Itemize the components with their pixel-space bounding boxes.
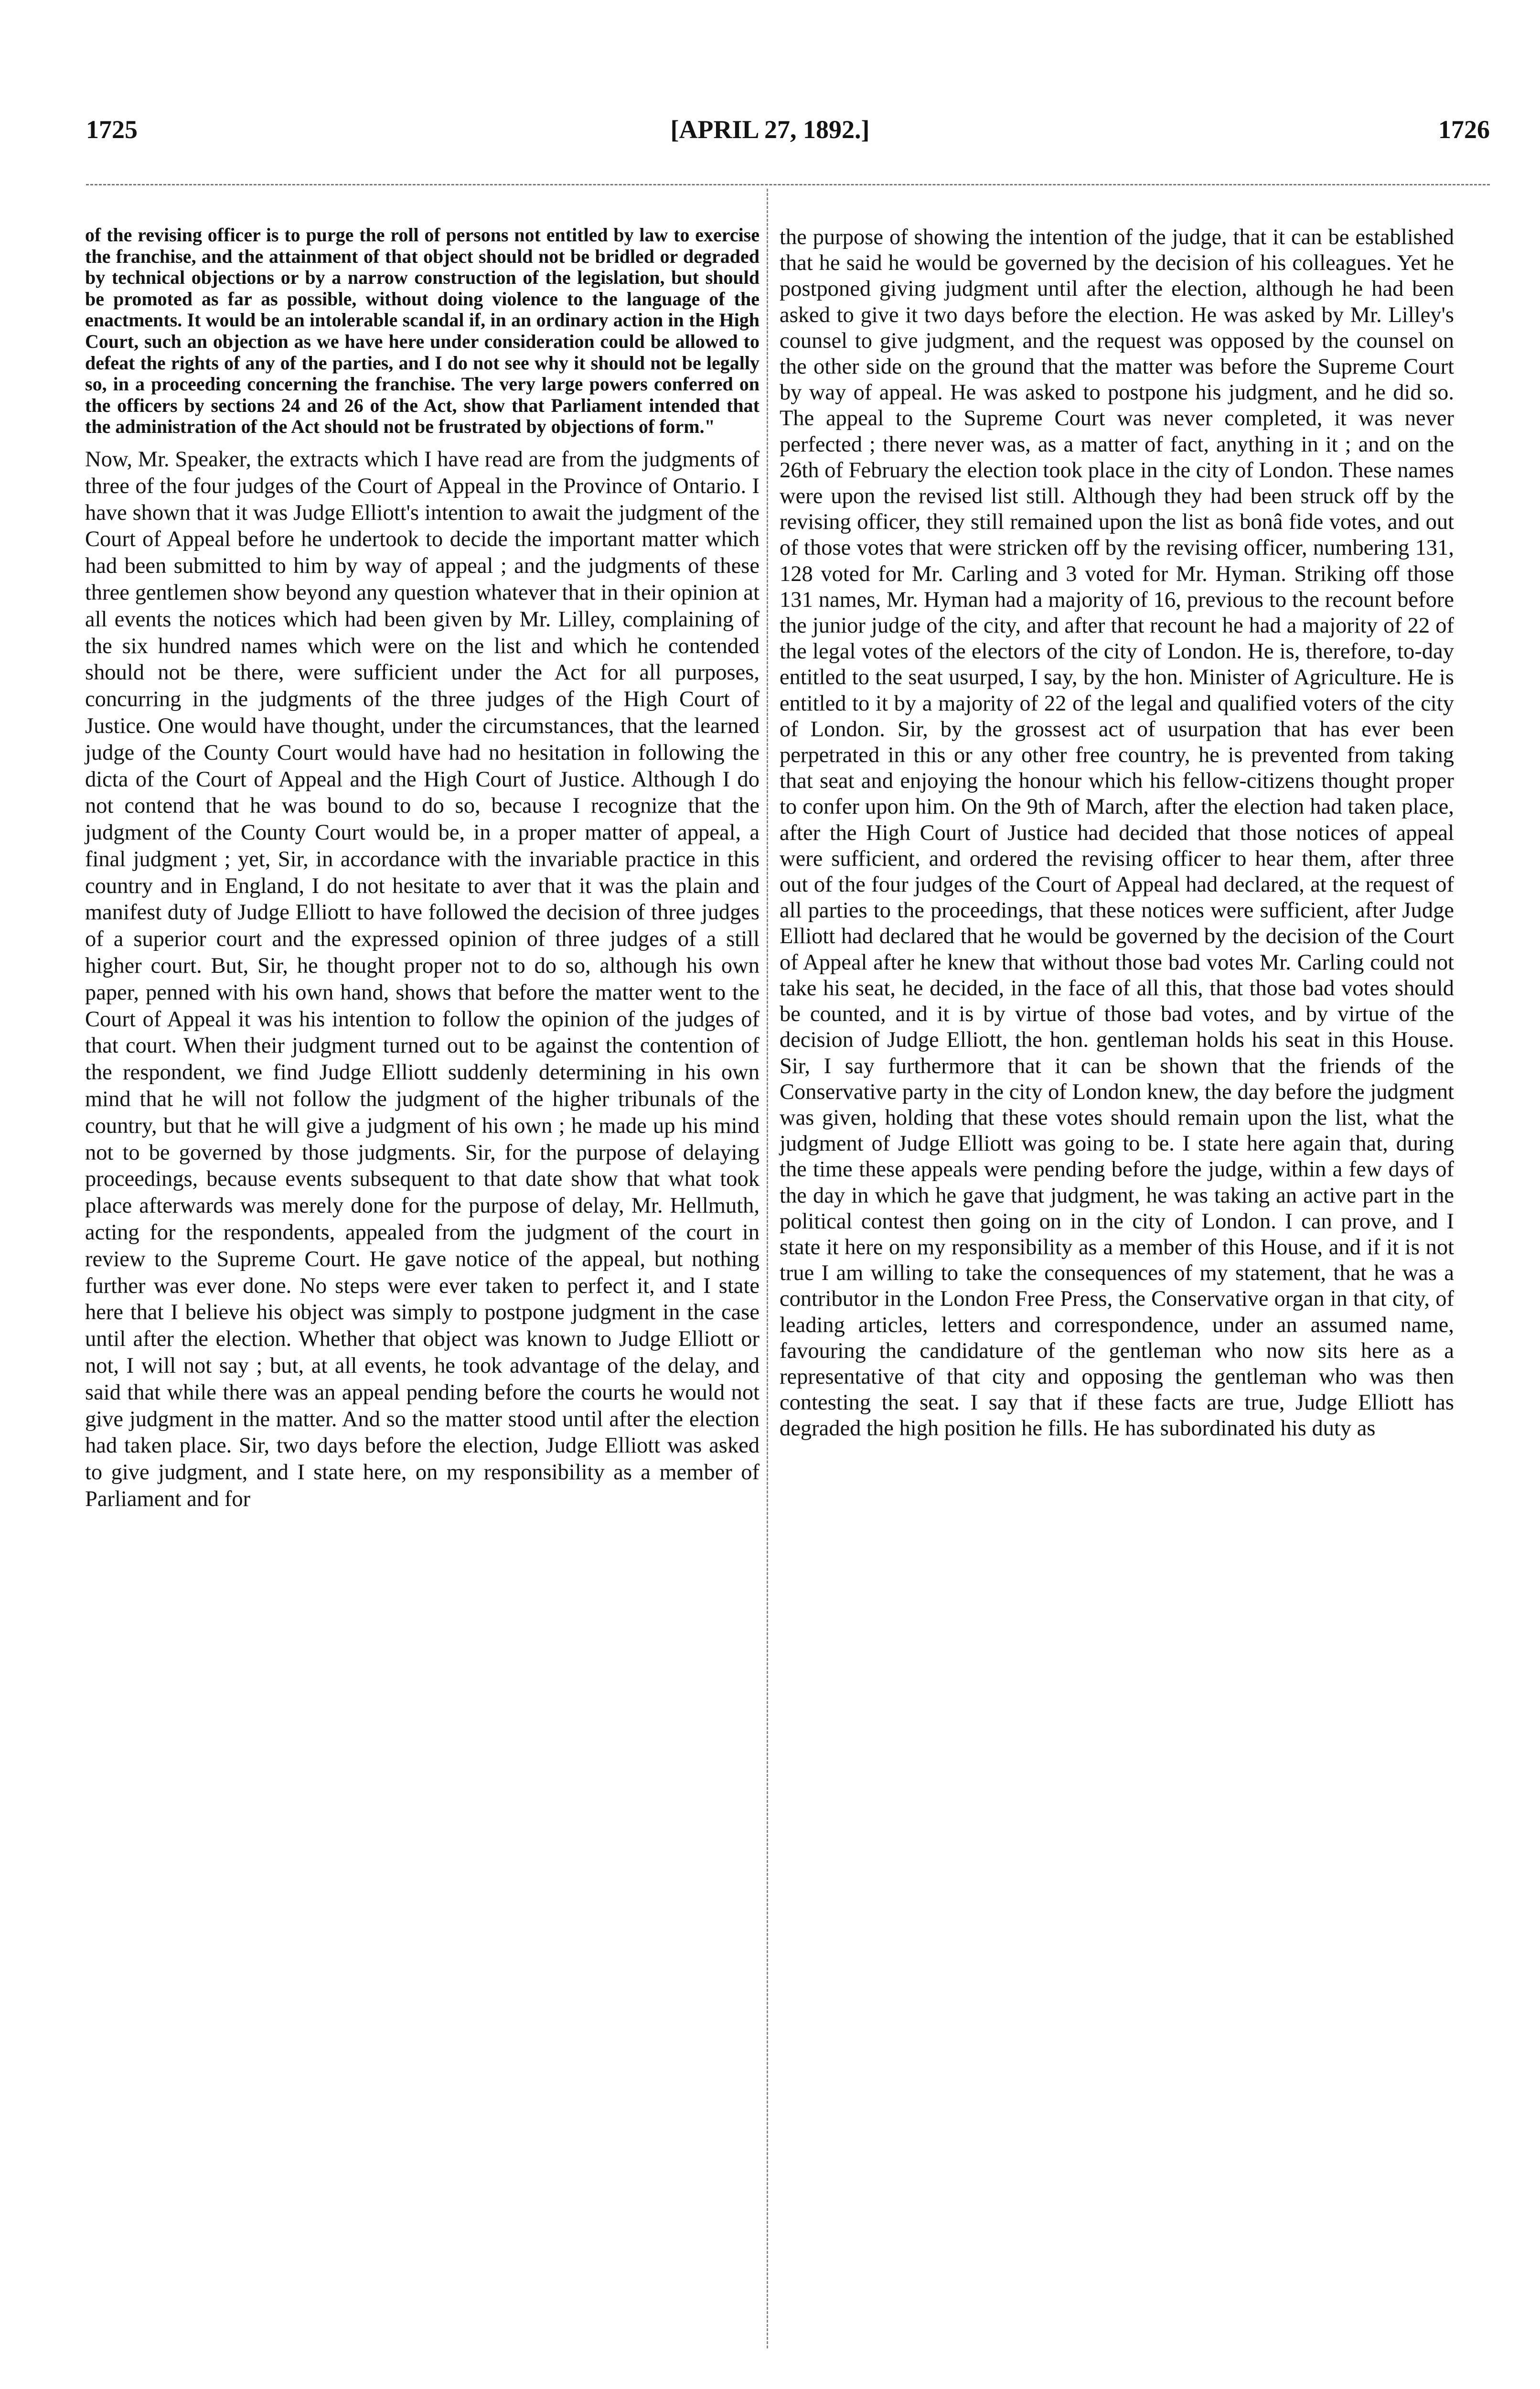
quoted-judgment: of the revising officer is to purge the roll of persons not entitled by law to exercise the franchise, and the attainment of that object should not be bridled or degraded by technical objections or by a narrow construction of the legislation, but should be promoted as far as possible, without doing violence to the language of the enactments. It would be an intolerable scandal if, in an ordinary action in the High Court, such an objection as we have here under consideration could be allowed to defeat the rights of any of the parties, and I do not see why it should not be legally so, in a proceeding concerning the franchise. The very large powers conferred on the officers by sections 24 and 26 of the Act, show that Parliament intended that the administration of the Act should not be frustrated by objections of form." [85,224,759,438]
right-column [780,225,1454,1442]
page-number-left: 1725 [86,115,138,144]
page-header [0,115,1540,153]
page-number-right: 1726 [1438,115,1490,144]
column-divider [767,189,768,2348]
left-column [85,225,759,1513]
header-date: [APRIL 27, 1892.] [670,115,870,144]
header-rule [86,184,1490,185]
left-column-text: Now, Mr. Speaker, the extracts which I have read are from the judgments of three of the four judges of the Court of Appeal in the Province of Ontario. I have shown that it was Judge Elliott's intention to await the judgment of the Court of Appeal before he undertook to decide the important matter which had been submitted to him by way of appeal ; and the judgments of these three gentlemen show beyond any question whatever that in their opinion at all events the notices which had been given by Mr. Lilley, complaining of the six hundred names which were on the list and which he contended should not be there, were sufficient under the Act for all purposes, concurring in the judgments of the three judges of the High Court of Justice. One would have thought, under the circumstances, that the learned judge of the County Court would have had no hesitation in following the dicta of the Court of Appeal and the High Court of Justice. Although I do not contend that he was bound to do so, because I recognize that the judgment of the County Court would be, in a proper matter of appeal, a final judgment ; yet, Sir, in accordance with the invariable practice in this country and in England, I do not hesitate to aver that it was the plain and manifest duty of Judge Elliott to have followed the decision of three judges of a superior court and the expressed opinion of three judges of a still higher court. But, Sir, he thought proper not to do so, although his own paper, penned with his own hand, shows that before the matter went to the Court of Appeal it was his intention to follow the opinion of the judges of that court. When their judgment turned out to be against the contention of the respondent, we find Judge Elliott suddenly determining in his own mind that he will not follow the judgment of the higher tribunals of the country, but that he will give a judgment of his own ; he made up his mind not to be governed by those judgments. Sir, for the purpose of delaying proceedings, because events subsequent to that date show that what took place afterwards was merely done for the purpose of delay, Mr. Hellmuth, acting for the respondents, appealed from the judgment of the court in review to the Supreme Court. He gave notice of the appeal, but nothing further was ever done. No steps were ever taken to perfect it, and I state here that I believe his object was simply to postpone judgment in the case until after the election. Whether that object was known to Judge Elliott or not, I will not say ; but, at all events, he took advantage of the delay, and said that while there was an appeal pending before the courts he would not give judgment in the matter. And so the matter stood until after the election had taken place. Sir, two days before the election, Judge Elliott was asked to give judgment, and I state here, on my responsibility as a member of Parliament and for [85,447,759,1512]
right-column-text: the purpose of showing the intention of the judge, that it can be established that he said he would be governed by the decision of his colleagues. Yet he postponed giving judgment until after the election, although he had been asked to give it two days before the election. He was asked by Mr. Lilley's counsel to give judgment, and the request was opposed by the counsel on the other side on the ground that the matter was before the Supreme Court by way of appeal. He was asked to postpone his judgment, and he did so. The appeal to the Supreme Court was never completed, it was never perfected ; there never was, as a matter of fact, anything in it ; and on the 26th of February the election took place in the city of London. These names were upon the revised list still. Although they had been struck off by the revising officer, they still remained upon the list as bonâ fide votes, and out of those votes that were stricken off by the revising officer, numbering 131, 128 voted for Mr. Carling and 3 voted for Mr. Hyman. Striking off those 131 names, Mr. Hyman had a majority of 16, previous to the recount before the junior judge of the city, and after that recount he had a majority of 22 of the legal votes of the electors of the city of London. He is, therefore, to-day entitled to the seat usurped, I say, by the hon. Minister of Agriculture. He is entitled to it by a majority of 22 of the legal and qualified voters of the city of London. Sir, by the grossest act of usurpation that has ever been perpetrated in this or any other free country, he is prevented from taking that seat and enjoying the honour which his fellow-citizens thought proper to confer upon him. On the 9th of March, after the election had taken place, after the High Court of Justice had decided that those notices of appeal were sufficient, and ordered the revising officer to hear them, after three out of the four judges of the Court of Appeal had declared, at the request of all parties to the proceedings, that these notices were sufficient, after Judge Elliott had declared that he would be governed by the decision of the Court of Appeal after he knew that without those bad votes Mr. Carling could not take his seat, he decided, in the face of all this, that those bad votes should be counted, and it is by virtue of those bad votes, and by virtue of the decision of Judge Elliott, the hon. gentleman holds his seat in this House. Sir, I say furthermore that it can be shown that the friends of the Conservative party in the city of London knew, the day before the judgment was given, holding that these votes should remain upon the list, what the judgment of Judge Elliott was going to be. I state here again that, during the time these appeals were pending before the judge, within a few days of the day in which he gave that judgment, he was taking an active part in the political contest then going on in the city of London. I can prove, and I state it here on my responsibility as a member of this House, and if it is not true I am willing to take the consequences of my statement, that he was a contributor in the London Free Press, the Conservative organ in that city, of leading articles, letters and correspondence, under an assumed name, favouring the candidature of the gentleman who now sits here as a representative of that city and opposing the gentleman who was then contesting the seat. I say that if these facts are true, Judge Elliott has degraded the high position he fills. He has subordinated his duty as [780,225,1454,1441]
